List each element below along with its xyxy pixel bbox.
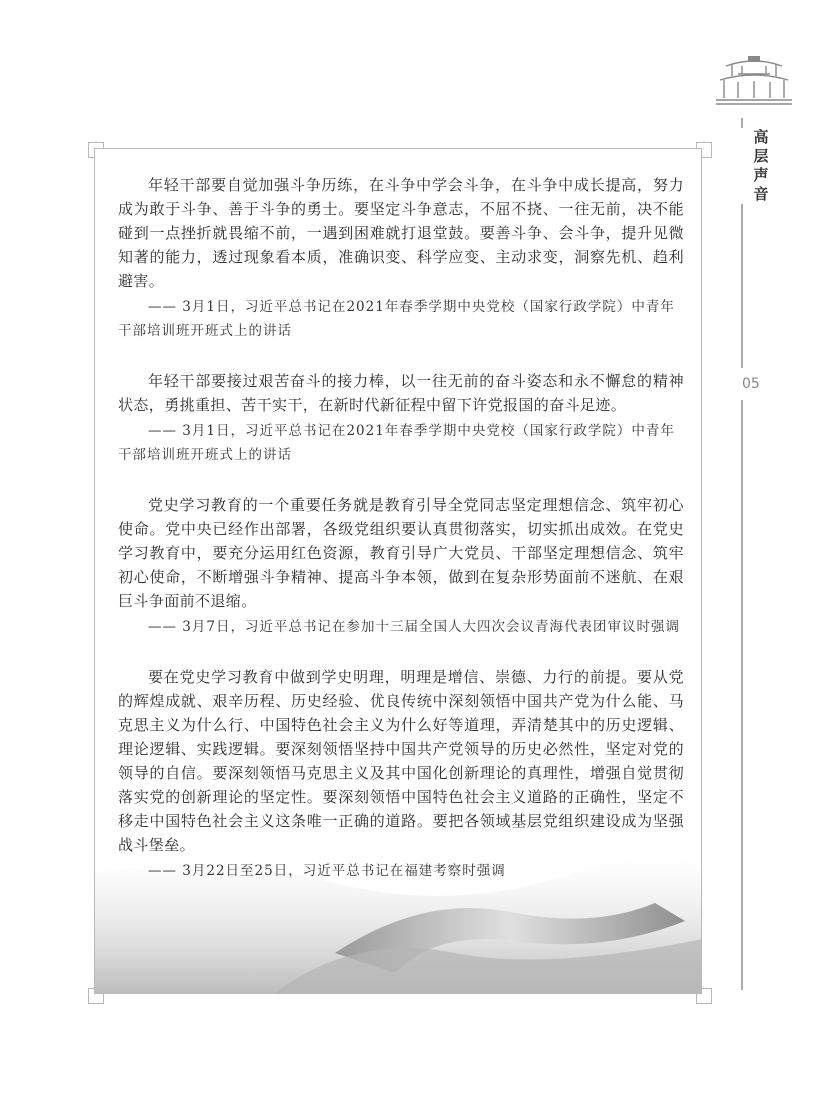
section-title-char: 高 bbox=[753, 128, 769, 146]
quote-list bbox=[118, 173, 684, 909]
section-title-char: 音 bbox=[753, 185, 769, 203]
quote-text: 党史学习教育的一个重要任务就是教育引导全党同志坚定理想信念、筑牢初心使命。党中央已经作出部署，各级党组织要认真贯彻落实，切实抓出成效。在党史学习教育中，要充分运用红色资源，教育引导广大党员、干部坚定理想信念、筑牢初心使命，不断增强斗争精神、提高斗争本领，做到在复杂形势面前不迷航、在艰巨斗争面前不退缩。 bbox=[118, 496, 684, 610]
sidebar-line bbox=[741, 204, 743, 368]
section-title bbox=[751, 128, 771, 204]
page-number: 05 bbox=[742, 376, 760, 392]
quote-text: 要在党史学习教育中做到学史明理，明理是增信、崇德、力行的前提。要从党的辉煌成就、艰辛历程、历史经验、优良传统中深刻领悟中国共产党为什么能、马克思主义为什么行、中国特色社会主义为什么好等道理，弄清楚其中的历史逻辑、理论逻辑、实践逻辑。要深刻领悟坚持中国共产党领导的历史必然性，坚定对党的领导的自信。要深刻领悟马克思主义及其中国化创新理论的真理性，增强自觉贯彻落实党的创新理论的坚定性。要深刻领悟中国特色社会主义道路的正确性，坚定不移走中国特色社会主义这条唯一正确的道路。要把各领域基层党组织建设成为坚强战斗堡垒。 bbox=[118, 668, 684, 854]
quote-block bbox=[118, 173, 684, 343]
section-title-char: 层 bbox=[753, 147, 769, 165]
quote-text: 年轻干部要自觉加强斗争历练，在斗争中学会斗争，在斗争中成长提高，努力成为敢于斗争、善于斗争的勇士。要坚定斗争意志，不屈不挠、一往无前，决不能碰到一点挫折就畏缩不前，一遇到困难就打退堂鼓。要善斗争、会斗争，提升见微知著的能力，透过现象看本质，准确识变、科学应变、主动求变，洞察先机、趋利避害。 bbox=[118, 176, 684, 290]
content-frame bbox=[94, 148, 702, 994]
quote-source: —— 3月7日，习近平总书记在参加十三届全国人大四次会议青海代表团审议时强调 bbox=[148, 619, 680, 635]
quote-block bbox=[118, 493, 684, 639]
section-title-char: 声 bbox=[753, 166, 769, 184]
pavilion-icon bbox=[714, 48, 794, 114]
sidebar-line-top bbox=[741, 118, 743, 128]
quote-source: —— 3月1日，习近平总书记在2021年春季学期中央党校（国家行政学院）中青年干部培训班开班式上的讲话 bbox=[118, 299, 675, 339]
quote-block bbox=[118, 665, 684, 883]
quote-source: —— 3月1日，习近平总书记在2021年春季学期中央党校（国家行政学院）中青年干部培训班开班式上的讲话 bbox=[118, 423, 675, 463]
quote-source: —— 3月22日至25日，习近平总书记在福建考察时强调 bbox=[148, 863, 506, 879]
quote-block bbox=[118, 369, 684, 467]
sidebar-line-bottom bbox=[741, 400, 743, 990]
quote-text: 年轻干部要接过艰苦奋斗的接力棒，以一往无前的奋斗姿态和永不懈怠的精神状态，勇挑重担、苦干实干，在新时代新征程中留下许党报国的奋斗足迹。 bbox=[118, 372, 684, 414]
